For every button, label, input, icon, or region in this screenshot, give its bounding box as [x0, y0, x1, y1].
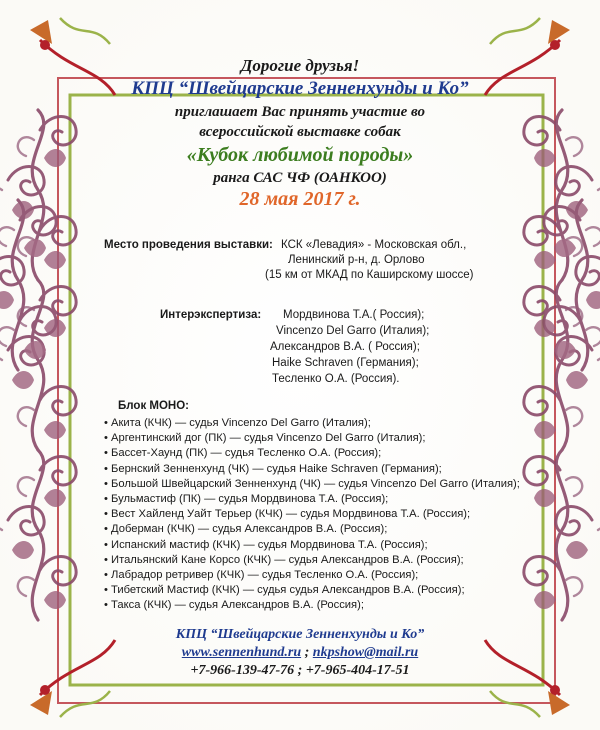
- list-item: • Большой Швейцарский Зенненхунд (ЧК) — судья Vincenzo Del Garro (Италия);: [104, 477, 520, 490]
- club-name: КПЦ “Швейцарские Зенненхунды и Ко”: [131, 78, 469, 99]
- list-item: • Вест Хайленд Уайт Терьер (КЧК) — судья Мордвинова Т.А. (Россия);: [104, 508, 471, 521]
- invite-line-1: приглашает Вас принять участие во: [174, 104, 426, 120]
- list-item: • Акита (КЧК) — судья Vincenzo Del Garro (Италия);: [104, 417, 371, 429]
- venue-line-1: КСК «Левадия» - Московская обл.,: [281, 239, 467, 251]
- list-item: • Итальянский Кане Корсо (КЧК) — судья Александров В.А. (Россия);: [104, 553, 464, 566]
- list-item: • Бульмастиф (ПК) — судья Мордвинова Т.А. (Россия);: [104, 493, 389, 506]
- list-item: • Аргентинский дог (ПК) — судья Vincenzo Del Garro (Италия);: [104, 432, 426, 445]
- show-date: 28 мая 2017 г.: [239, 188, 361, 210]
- footer-phones: +7-966-139-47-76 ; +7-965-404-17-51: [190, 663, 410, 678]
- footer-contacts: [0, 645, 600, 661]
- list-item: • Тибетский Мастиф (КЧК) — судья судья Александров В.А. (Россия);: [104, 584, 465, 597]
- venue-line-2: Ленинский р-н, д. Орлово: [288, 254, 425, 266]
- list-item: • Бернский Зенненхунд (ЧК) — судья Haike Schraven (Германия);: [104, 462, 442, 475]
- contacts-separator: ;: [301, 645, 313, 660]
- email-link[interactable]: nkpshow@mail.ru: [312, 645, 419, 660]
- venue-label: Место проведения выставки:: [104, 239, 273, 251]
- mono-block-title: Блок МОНО:: [118, 400, 189, 412]
- mono-breed-list: [104, 416, 520, 614]
- list-item: • Лабрадор ретривер (КЧК) — судья Тесленко О.А. (Россия);: [104, 569, 419, 582]
- list-item: • Бассет-Хаунд (ПК) — судья Тесленко О.А. (Россия);: [104, 447, 382, 460]
- invite-line-2: всероссийской выставке собак: [199, 124, 401, 140]
- venue-line-3: (15 км от МКАД по Каширскому шоссе): [265, 269, 474, 281]
- interexpert-line-4: Haike Schraven (Германия);: [272, 357, 419, 369]
- greeting: Дорогие друзья!: [240, 56, 360, 75]
- interexpert-label: Интерэкспертиза:: [160, 309, 262, 321]
- list-item: • Испанский мастиф (КЧК) — судья Мордвинова Т.А. (Россия);: [104, 538, 428, 551]
- show-title: «Кубок любимой породы»: [186, 144, 414, 166]
- footer-club-name: КПЦ “Швейцарские Зенненхунды и Ко”: [175, 627, 425, 642]
- list-item: • Такса (КЧК) — судья Александров В.А. (Россия);: [104, 599, 364, 612]
- show-rank: ранга САС ЧФ (ОАНКОО): [213, 170, 387, 186]
- website-link[interactable]: www.sennenhund.ru: [181, 645, 302, 660]
- list-item: • Доберман (КЧК) — судья Александров В.А. (Россия);: [104, 523, 388, 536]
- interexpert-line-2: Vincenzo Del Garro (Италия);: [276, 325, 430, 337]
- interexpert-line-1: Мордвинова Т.А.( Россия);: [283, 309, 425, 321]
- interexpert-line-5: Тесленко О.А. (Россия).: [272, 373, 400, 385]
- interexpert-line-3: Александров В.А. ( Россия);: [270, 341, 420, 353]
